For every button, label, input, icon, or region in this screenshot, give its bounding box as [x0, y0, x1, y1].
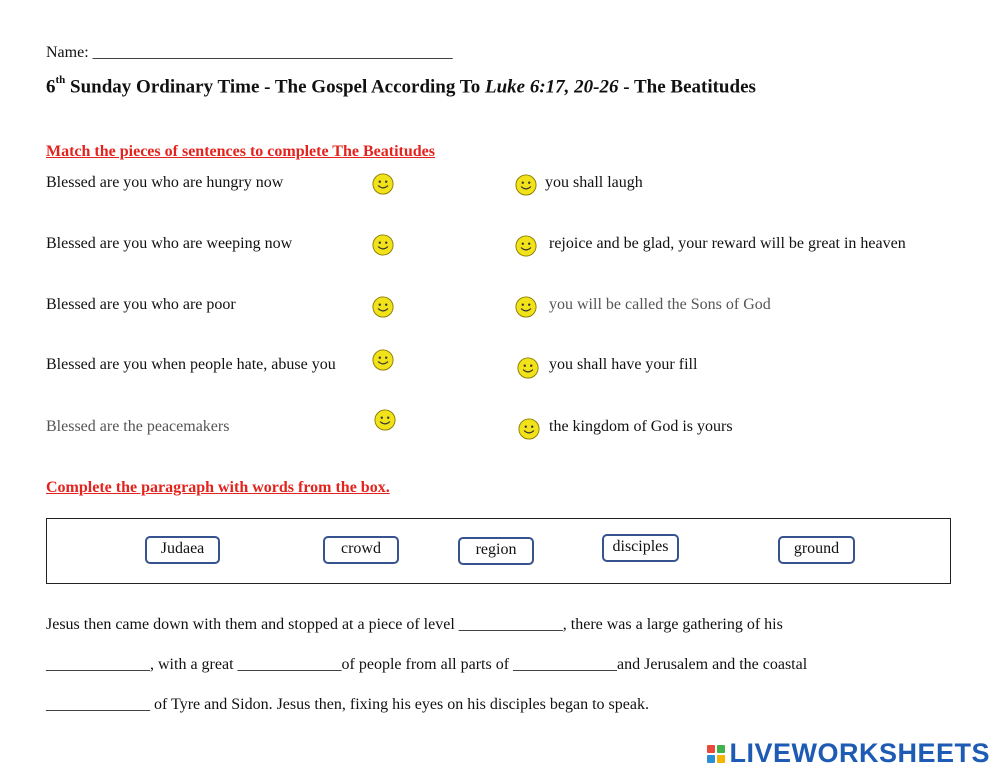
- match-heading: Match the pieces of sentences to complete The Beatitudes: [46, 143, 435, 160]
- smiley-face-icon[interactable]: [372, 349, 394, 371]
- smiley-face-icon[interactable]: [517, 357, 539, 379]
- title-scripture-ref: Luke 6:17, 20-26: [484, 76, 619, 98]
- complete-heading: Complete the paragraph with words from the box.: [46, 479, 390, 496]
- liveworksheets-logo-icon: [707, 745, 725, 763]
- title-suffix: - The Beatitudes: [618, 76, 756, 98]
- smiley-face-icon[interactable]: [515, 296, 537, 318]
- smiley-face-icon[interactable]: [515, 235, 537, 257]
- match-right-item: the kingdom of God is yours: [549, 418, 733, 435]
- match-left-item: Blessed are you who are hungry now: [46, 174, 284, 191]
- title-superscript: th: [55, 74, 66, 86]
- smiley-face-icon[interactable]: [515, 174, 537, 196]
- word-chip[interactable]: Judaea: [145, 536, 220, 564]
- word-chip[interactable]: ground: [778, 536, 855, 564]
- match-right-item: you will be called the Sons of God: [549, 296, 771, 313]
- match-right-item: rejoice and be glad, your reward will be great in heaven: [549, 235, 906, 252]
- liveworksheets-logo: [707, 738, 990, 769]
- smiley-face-icon[interactable]: [372, 234, 394, 256]
- smiley-face-icon[interactable]: [372, 296, 394, 318]
- paragraph-line: _____________ of Tyre and Sidon. Jesus then, fixing his eyes on his disciples began to speak.: [46, 696, 649, 713]
- match-left-item: Blessed are you who are poor: [46, 296, 236, 313]
- smiley-face-icon[interactable]: [372, 173, 394, 195]
- word-chip[interactable]: crowd: [323, 536, 399, 564]
- paragraph-line: Jesus then came down with them and stopped at a piece of level _____________, there was a large gathering of his: [46, 616, 783, 633]
- word-chip[interactable]: disciples: [602, 534, 679, 562]
- word-chip[interactable]: region: [458, 537, 534, 565]
- match-left-item: Blessed are you who are weeping now: [46, 235, 293, 252]
- logo-text: LIVEWORKSHEETS: [729, 738, 990, 768]
- match-left-item: Blessed are you when people hate, abuse you: [46, 356, 336, 373]
- match-left-item: Blessed are the peacemakers: [46, 418, 230, 435]
- smiley-face-icon[interactable]: [374, 409, 396, 431]
- smiley-face-icon[interactable]: [518, 418, 540, 440]
- match-right-item: you shall laugh: [545, 174, 643, 191]
- title-prefix: 6: [46, 76, 56, 98]
- match-right-item: you shall have your fill: [549, 356, 698, 373]
- paragraph-line: _____________, with a great _____________of people from all parts of _____________and Jerusalem and the coastal: [46, 656, 808, 673]
- title-main: Sunday Ordinary Time - The Gospel According To: [65, 76, 485, 98]
- name-field: Name: _____________________________________________: [46, 44, 453, 61]
- page-title: [46, 76, 756, 98]
